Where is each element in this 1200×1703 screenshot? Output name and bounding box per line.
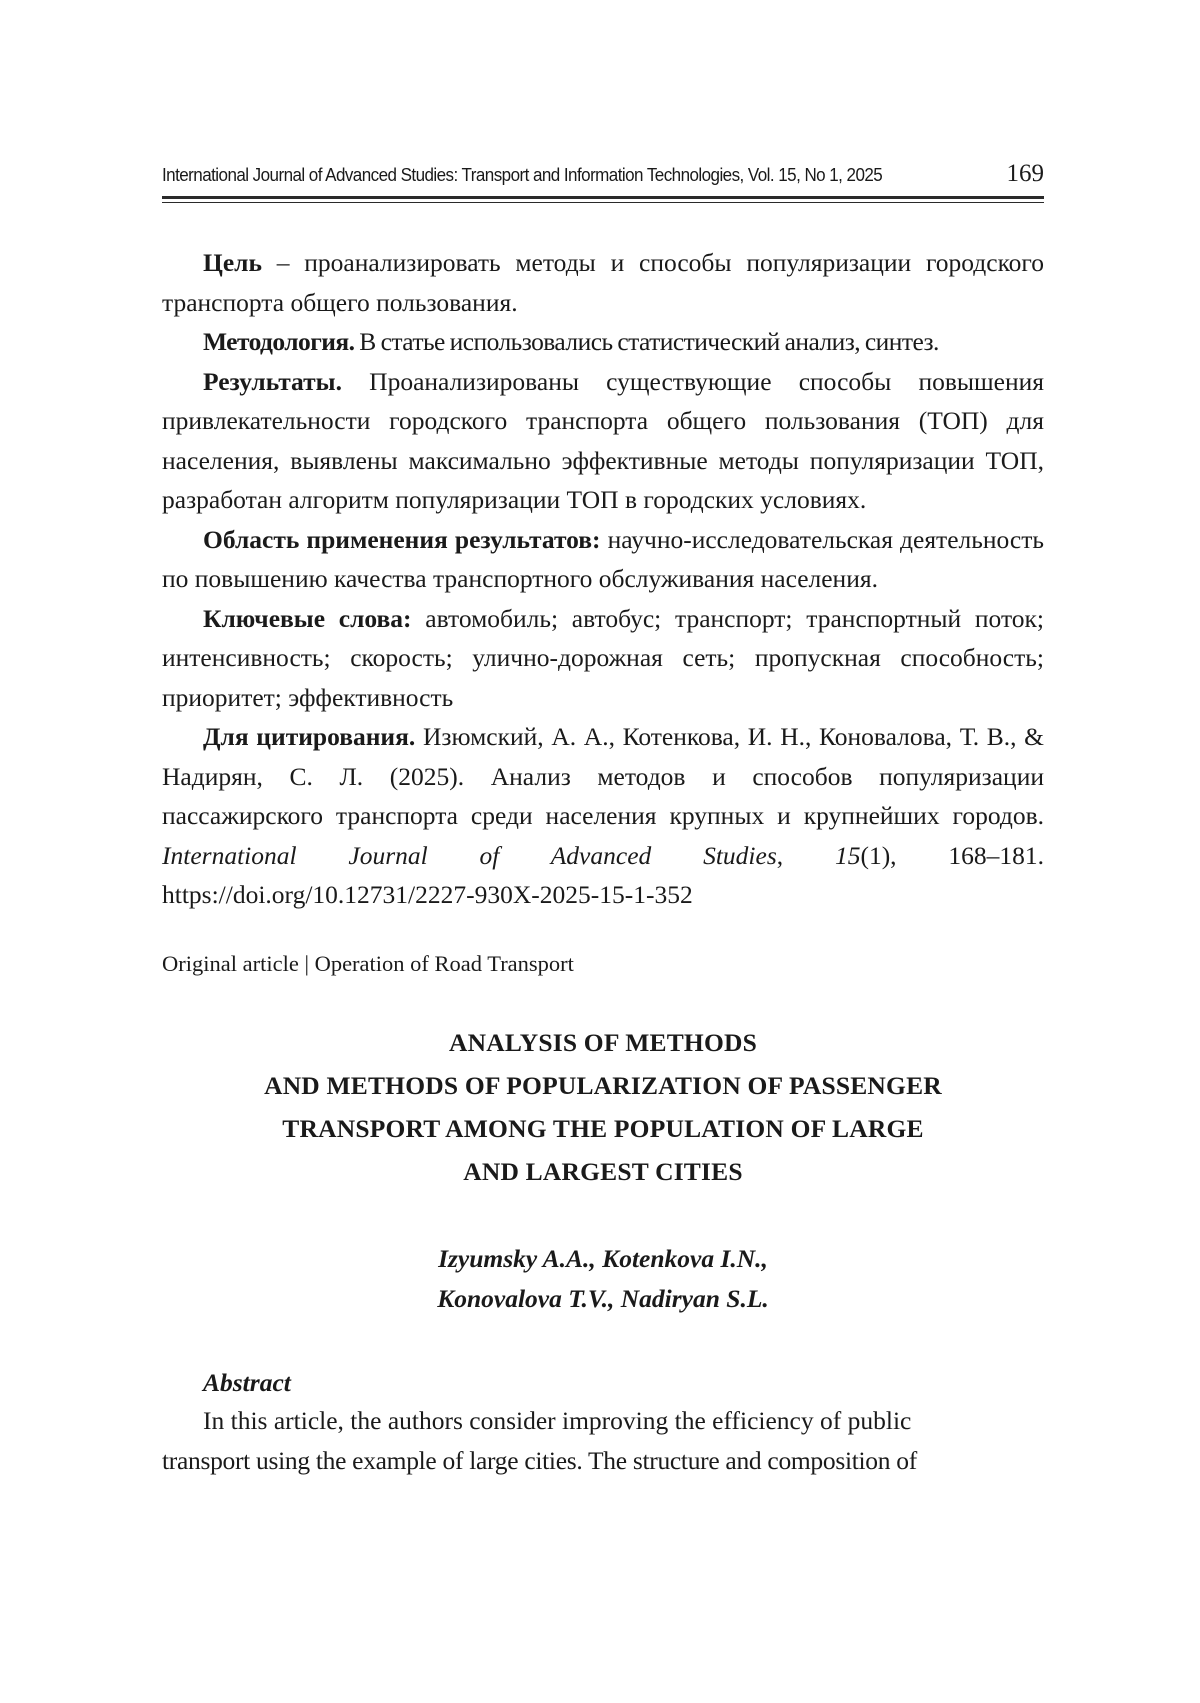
russian-abstract bbox=[162, 243, 1044, 915]
english-title bbox=[162, 1021, 1044, 1193]
abstract-line: In this article, the authors consider improving the efficiency of public bbox=[203, 1405, 912, 1435]
citation-separator: , bbox=[776, 840, 835, 870]
goal-paragraph bbox=[162, 243, 1044, 322]
citation-paragraph bbox=[162, 717, 1044, 915]
english-title-line: AND METHODS OF POPULARIZATION OF PASSENGER bbox=[264, 1070, 942, 1100]
results-paragraph bbox=[162, 362, 1044, 520]
abstract-heading: Abstract bbox=[203, 1367, 291, 1397]
keywords-text: автомобиль; автобус; транспорт; транспортный поток; интенсивность; скорость; улично-дорожная сеть; пропускная способность; приоритет; эффективность bbox=[162, 603, 1044, 712]
journal-title: International Journal of Advanced Studies: Transport and Information Technologies, Vol. 15, No 1, 2025 bbox=[162, 164, 883, 185]
results-label: Результаты. bbox=[203, 366, 342, 396]
english-title-line: TRANSPORT AMONG THE POPULATION OF LARGE bbox=[282, 1113, 924, 1143]
citation-doi: (1), 168–181. https://doi.org/10.12731/2227-930X-2025-15-1-352 bbox=[162, 840, 1045, 909]
authors-line: Konovalova T.V., Nadiryan S.L. bbox=[437, 1283, 769, 1313]
citation-text: Изюмский, А. А., Котенкова, И. Н., Коновалова, Т. В., & Надирян, С. Л. (2025). Анализ методов и способов популяризации пассажирского транспорта среди населения крупных и крупнейших городов. bbox=[162, 722, 1045, 830]
running-header bbox=[162, 150, 1044, 190]
journal-page bbox=[162, 150, 1044, 1481]
header-rule bbox=[162, 196, 1044, 203]
keywords-paragraph bbox=[162, 599, 1044, 718]
methodology-paragraph bbox=[162, 322, 1044, 362]
abstract-line: transport using the example of large cities. The structure and composition of bbox=[162, 1445, 917, 1475]
application-paragraph bbox=[162, 520, 1044, 599]
application-text: научно-исследовательская деятельность по повышению качества транспортного обслуживания населения. bbox=[162, 524, 1044, 593]
keywords-label: Ключевые слова: bbox=[203, 603, 412, 633]
authors-line: Izyumsky A.A., Kotenkova I.N., bbox=[438, 1243, 768, 1273]
abstract-text bbox=[162, 1401, 1044, 1481]
english-title-line: ANALYSIS OF METHODS bbox=[449, 1027, 757, 1057]
methodology-text: В статье использовались статистический анализ, синтез. bbox=[354, 327, 939, 356]
goal-label: Цель bbox=[203, 248, 262, 277]
application-label: Область применения результатов: bbox=[203, 524, 601, 554]
goal-text: – проанализировать методы и способы популяризации городского транспорта общего пользования. bbox=[162, 248, 1044, 317]
citation-label: Для цитирования. bbox=[203, 722, 416, 751]
results-text: Проанализированы существующие способы повышения привлекательности городского транспорта общего пользования (ТОП) для населения, выявлены максимально эффективные методы популяризации ТОП, разработан алгоритм популяризации ТОП в городских условиях. bbox=[162, 366, 1044, 514]
english-title-line: AND LARGEST CITIES bbox=[463, 1156, 743, 1186]
article-type: Original article | Operation of Road Transport bbox=[162, 950, 574, 976]
citation-volume: 15 bbox=[834, 840, 861, 870]
methodology-label: Методология. bbox=[203, 327, 355, 356]
page-number: 169 bbox=[1006, 160, 1044, 187]
citation-journal: International Journal of Advanced Studies bbox=[162, 840, 777, 870]
authors bbox=[162, 1239, 1044, 1319]
